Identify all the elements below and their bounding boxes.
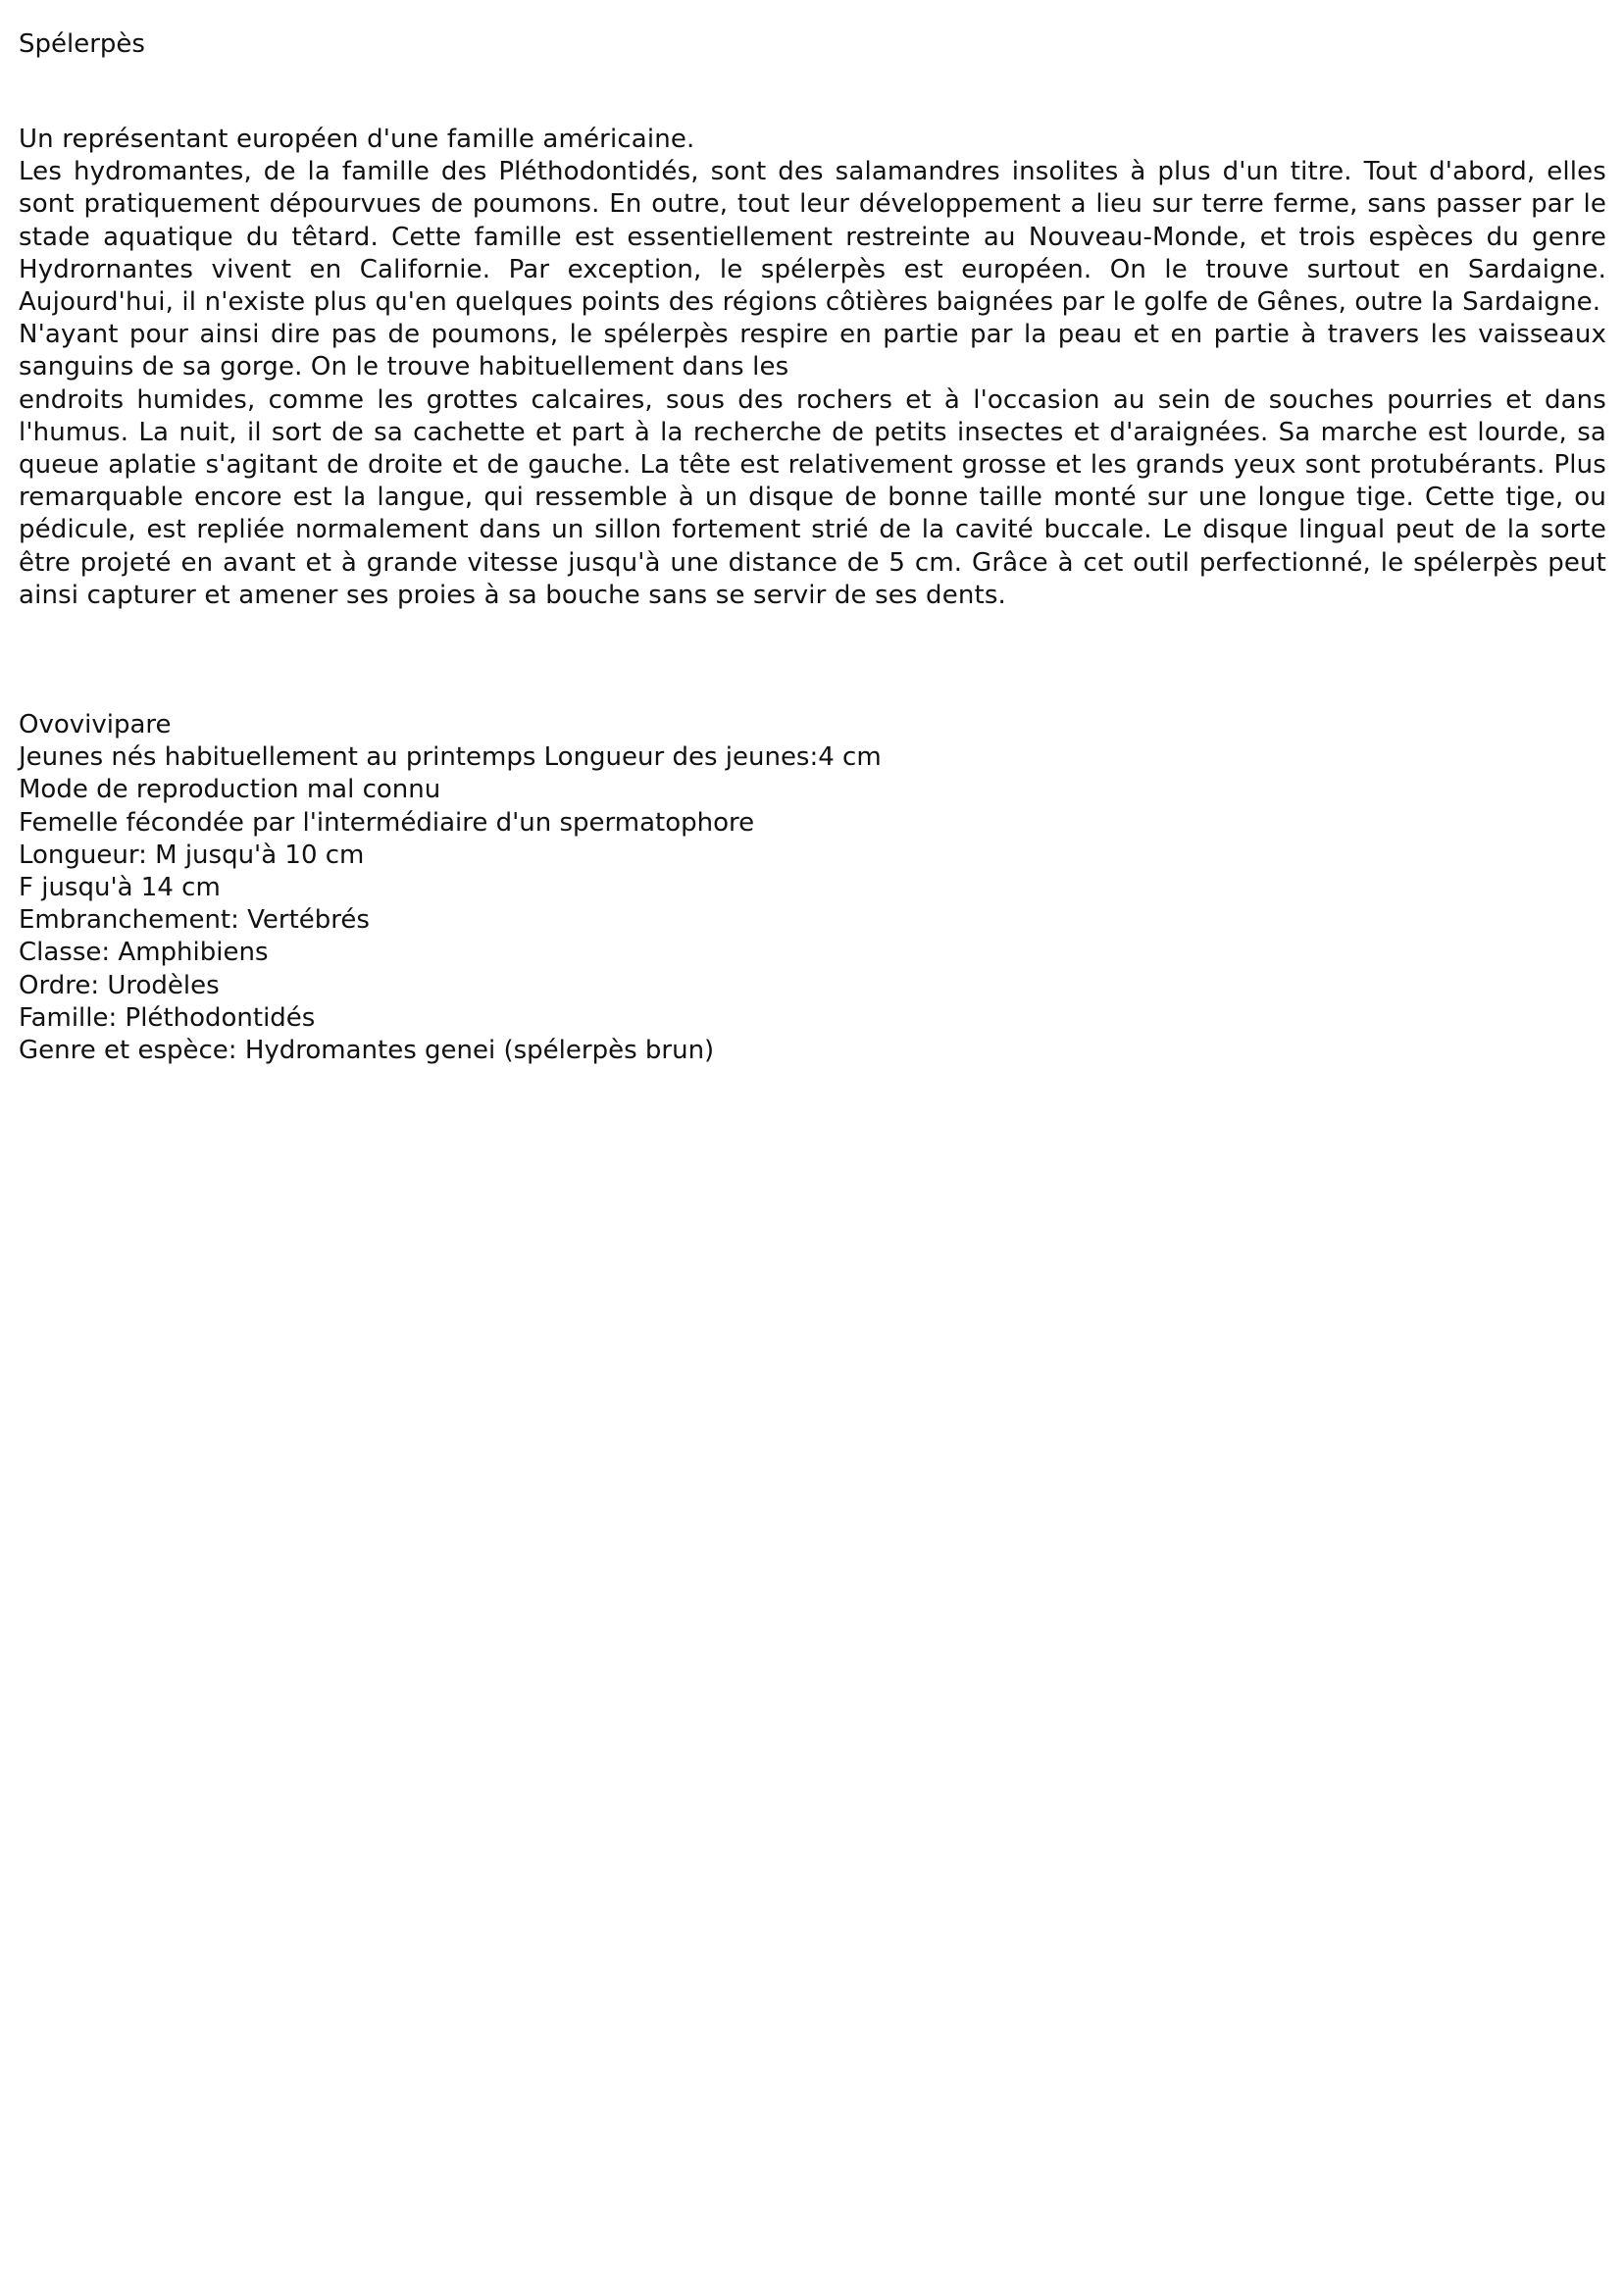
facts-list bbox=[19, 709, 882, 1067]
fact-item: Classe: Amphibiens bbox=[19, 938, 269, 968]
fact-item: Ordre: Urodèles bbox=[19, 970, 220, 1000]
fact-item: Jeunes nés habituellement au printemps Longueur des jeunes:4 cm bbox=[19, 742, 882, 773]
fact-item: Embranchement: Vertébrés bbox=[19, 905, 370, 936]
fact-item: Mode de reproduction mal connu bbox=[19, 775, 441, 805]
document-title: Spélerpès bbox=[19, 29, 145, 59]
document-body bbox=[19, 124, 1606, 612]
body-paragraph: N'ayant pour ainsi dire pas de poumons, le spélerpès respire en partie par la peau et en partie à travers les vaisseaux sanguins de sa gorge. On le trouve habituellement dans les bbox=[19, 320, 1606, 382]
fact-item: Famille: Pléthodontidés bbox=[19, 1002, 316, 1033]
intro-paragraph: Un représentant européen d'une famille américaine. bbox=[19, 125, 695, 154]
fact-item: Femelle fécondée par l'intermédiaire d'un spermatophore bbox=[19, 807, 755, 838]
fact-item: F jusqu'à 14 cm bbox=[19, 873, 221, 903]
fact-item: Ovovivipare bbox=[19, 710, 172, 739]
body-paragraph: endroits humides, comme les grottes calcaires, sous des rochers et à l'occasion au sein de souches pourries et dans l'humus. La nuit, il sort de sa cachette et part à la recherche de petits insectes et d'araignées. Sa marche est lourde, sa queue aplatie s'agitant de droite et de gauche. La tête est relativement grosse et les grands yeux sont protubérants. Plus remarquable encore est la langue, qui ressemble à un disque de bonne taille monté sur une longue tige. Cette tige, ou pédicule, est repliée normalement dans un sillon fortement strié de la cavité buccale. Le disque lingual peut de la sorte être projeté en avant et à grande vitesse jusqu'à une distance de 5 cm. Grâce à cet outil perfectionné, le spélerpès peut ainsi capturer et amener ses proies à sa bouche sans se servir de ses dents. bbox=[19, 384, 1606, 610]
body-paragraph: Les hydromantes, de la famille des Pléthodontidés, sont des salamandres insolites à plus d'un titre. Tout d'abord, elles sont pratiquement dépourvues de poumons. En outre, tout leur développement a lieu sur terre ferme, sans passer par le stade aquatique du têtard. Cette famille est essentiellement restreinte au Nouveau-Monde, et trois espèces du genre Hydrornantes vivent en Californie. Par exception, le spélerpès est européen. On le trouve surtout en Sardaigne. Aujourd'hui, il n'existe plus qu'en quelques points des régions côtières baignées par le golfe de Gênes, outre la Sardaigne. bbox=[19, 157, 1606, 318]
fact-item: Genre et espèce: Hydromantes genei (spélerpès brun) bbox=[19, 1036, 715, 1066]
fact-item: Longueur: M jusqu'à 10 cm bbox=[19, 840, 365, 870]
